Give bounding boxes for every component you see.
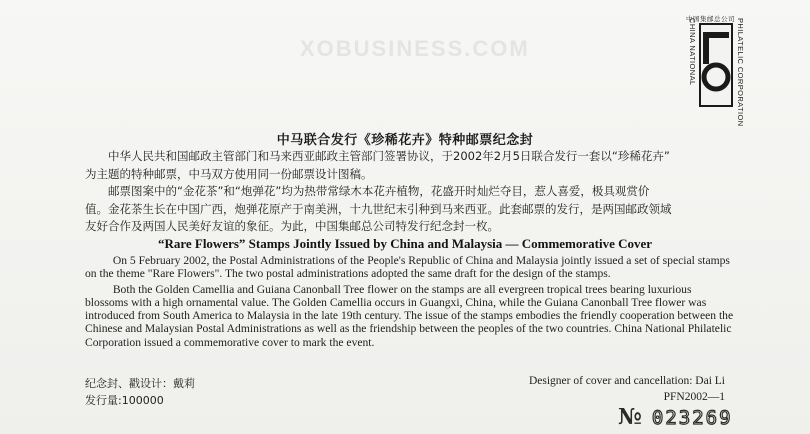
logo-chinese-name: 中国集邮总公司 [686,15,735,23]
chinese-title: 中马联合发行《珍稀花卉》特种邮票纪念封 [276,133,534,148]
chinese-paragraph-2: 邮票图案中的“金花茶”和“炮弹花”均为热带常绿木本花卉植物，花盛开时灿烂夺目，惹人喜爱，极具观赏价 [108,184,650,199]
logo-text-philatelic-corporation: PHILATELIC CORPORATION [736,18,745,127]
english-paragraph-2: Both the Golden Camellia and Guiana Canonball Tree flower on the stamps are all evergreen tropical trees bearing luxurious blossoms with a high ornamental value. The Golden Camellia occurs in Guangxi, China, while the Guiana Canonball Tree flower was introduced from South America to Malaysia in the late 19th century. The issue of the stamps embodies the friendly cooperation between the Chinese and Malaysian Postal Administrations as well as the friendship between the peoples of the two countries. China National Philatelic Corporation issued a commemorative cover to mark the event. [85,282,734,349]
english-title: “Rare Flowers” Stamps Jointly Issued by China and Malaysia — Commemorative Cover [157,236,653,251]
chinese-paragraph-2-end: 友好合作及两国人民美好友谊的象征。为此，中国集邮总公司特发行纪念封一枚。 [85,219,499,234]
serial-number [618,404,733,430]
chinese-paragraph-1-cont: 为主题的特种邮票，中马双方使用同一份邮票设计图稿。 [85,166,373,181]
cnpc-logo-icon [699,22,733,108]
chinese-paragraph-1: 中华人民共和国邮政主管部门和马来西亚邮政主管部门签署协议，于2002年2月5日联合发行一套以“珍稀花卉” [108,149,670,163]
designer-english: Designer of cover and cancellation: Dai Li [528,375,725,387]
number-symbol: № [618,404,642,430]
english-description [85,254,735,349]
logo-text-china-national: CHINA NATIONAL [688,18,697,86]
english-paragraph-1: On 5 February 2002, the Postal Administrations of the People's Republic of China and Malaysia jointly issued a set of special stamps on the theme "Rare Flowers". The two postal administrations adopted the same draft for the design of the stamps. [85,254,730,281]
watermark: XOBUSINESS.COM [300,36,530,61]
designer-chinese: 纪念封、戳设计：戴莉 [85,377,195,390]
issue-quantity: 发行量:100000 [85,394,164,407]
chinese-paragraph-2-cont: 值。金花茶生长在中国广西，炮弹花原产于南美洲，十九世纪末引种到马来西亚。此套邮票的发行，是两国邮政领域 [85,201,672,216]
chinese-description [85,148,735,236]
serial-digits: 023269 [651,407,733,429]
cover-code: PFN2002—1 [663,391,725,403]
